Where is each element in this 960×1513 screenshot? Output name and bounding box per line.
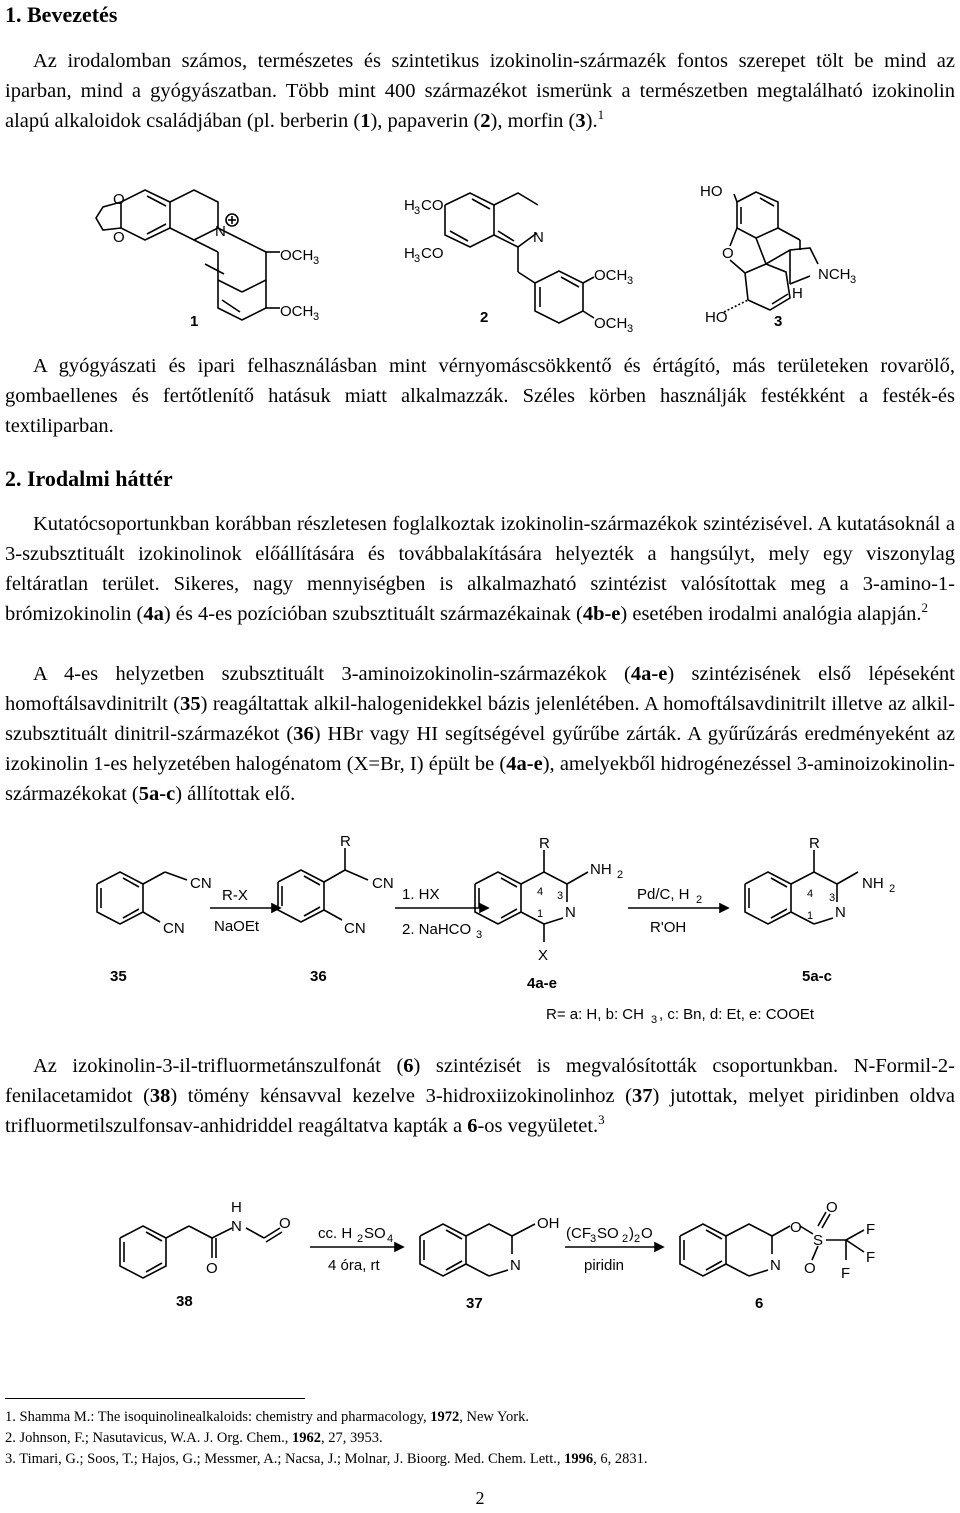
svg-text:3: 3	[414, 205, 421, 217]
svg-text:CO: CO	[421, 197, 444, 214]
compound-label-1: 1	[190, 313, 199, 330]
structure-5a-c	[745, 835, 895, 985]
compound-label-4a-e: 4a-e	[527, 975, 558, 992]
arrow-step-4	[310, 1225, 403, 1274]
svg-text:3: 3	[557, 890, 564, 902]
structure-papaverine	[404, 193, 633, 335]
svg-text:F: F	[866, 1249, 876, 1266]
svg-text:O: O	[722, 245, 734, 262]
compound-label-6: 6	[755, 1295, 764, 1312]
svg-text:N: N	[215, 223, 226, 240]
svg-text:2: 2	[696, 894, 703, 906]
svg-text:3: 3	[476, 929, 483, 941]
svg-text:NH: NH	[862, 875, 884, 892]
svg-text:N: N	[835, 904, 846, 921]
alkaloid-structures-figure	[0, 180, 960, 335]
svg-text:HO: HO	[700, 183, 723, 200]
svg-text:CN: CN	[190, 875, 212, 892]
svg-text:3: 3	[850, 274, 857, 286]
reaction-scheme-triflate	[0, 1198, 960, 1328]
svg-text:2: 2	[622, 1233, 629, 1245]
compound-label-38: 38	[176, 1293, 193, 1310]
svg-text:R: R	[809, 835, 820, 852]
svg-text:X: X	[538, 947, 549, 964]
svg-text:OCH: OCH	[280, 247, 314, 264]
footnote-2: 2. Johnson, F.; Nasutavicus, W.A. J. Org. Chem., 1962, 27, 3953.	[5, 1430, 383, 1446]
paragraph-background-2: A 4-es helyzetben szubsztituált 3-aminoizokinolin-származékok (4a-e) szintézisének első lépéseként homoftálsavdinitrilt (35) reagáltattak alkil-halogenidekkel bázis jelenlétében. A homoftálsavdinitrilt illetve az alkil-szubsztituált dinitril-származékot (36) HBr vagy HI segítségével gyűrűbe zárták. A gyűrűzárás eredményeként az izokinolin 1-es helyzetében halogénatom (X=Br, I) épült be (4a-e), amelyekből hidrogénezéssel 3-aminoizokinolin-származékokat (5a-c) állítottak elő.	[5, 663, 956, 805]
svg-text:SO: SO	[597, 1225, 619, 1242]
svg-text:OCH: OCH	[594, 315, 628, 332]
svg-text:R= a: H, b: CH: R= a: H, b: CH	[546, 1006, 644, 1023]
svg-text:H: H	[231, 1199, 242, 1216]
paragraph-applications: A gyógyászati és ipari felhasználásban mint vérnyomáscsökkentő és értágító, más területeken rovarölő, gombaellenes és fertőtlenítő hatásuk miatt alkalmazzák. Széles körben használják festékként a festék-és textiliparban.	[5, 355, 955, 437]
svg-text:Pd/C, H: Pd/C, H	[637, 886, 690, 903]
structure-35	[97, 872, 212, 985]
svg-text:R: R	[340, 833, 351, 850]
svg-text:H: H	[404, 245, 415, 262]
section-heading-2: 2. Irodalmi háttér	[5, 466, 173, 491]
svg-text:(CF: (CF	[566, 1225, 591, 1242]
svg-text:3: 3	[627, 323, 634, 335]
svg-text:4: 4	[537, 886, 544, 898]
svg-text:NH: NH	[590, 861, 612, 878]
svg-text:N: N	[231, 1218, 242, 1235]
structure-morphine	[700, 183, 856, 330]
svg-text:O: O	[826, 1199, 838, 1216]
svg-text:2: 2	[357, 1233, 364, 1245]
svg-text:SO: SO	[364, 1225, 386, 1242]
footnote-3: 3. Timari, G.; Soos, T.; Hajos, G.; Messmer, A.; Nacsa, J.; Molnar, J. Bioorg. Med. Chem. Lett., 1996, 6, 2831.	[5, 1451, 648, 1467]
svg-text:O: O	[790, 1219, 802, 1236]
paragraph-background-1: Kutatócsoportunkban korábban részletesen foglalkoztak izokinolin-származékok szintézisével. A kutatásoknál a 3-szubsztituált izokinolinok előállítására és továbbalakítására helyezték a hangsúlyt, mely egy viszonylag feltáratlan terület. Sikeres, nagy mennyiségben is alkalmazható szintézist valósítottak meg a 3-amino-1-brómizokinolin (4a) és 4-es pozícióban szubsztituált származékainak (4b-e) esetében irodalmi analógia alapján.$^2$	[5, 513, 955, 625]
svg-text:3: 3	[414, 253, 421, 265]
svg-text:4: 4	[387, 1233, 394, 1245]
svg-text:R'OH: R'OH	[650, 919, 687, 936]
compound-label-5a-c: 5a-c	[802, 968, 833, 985]
svg-text:4: 4	[807, 888, 814, 900]
svg-text:OCH: OCH	[280, 303, 314, 320]
compound-label-35: 35	[110, 968, 127, 985]
svg-text:, c: Bn, d: Et, e: COOEt: , c: Bn, d: Et, e: COOEt	[659, 1006, 815, 1023]
svg-text:CN: CN	[372, 875, 394, 892]
svg-text:3: 3	[627, 275, 634, 287]
arrow-step-5	[565, 1225, 663, 1274]
svg-text:NaOEt: NaOEt	[214, 918, 260, 935]
substituent-legend	[546, 1006, 815, 1026]
reaction-scheme-aminoisoquinoline	[0, 833, 960, 1036]
svg-text:2. NaHCO: 2. NaHCO	[402, 921, 472, 938]
svg-text:2: 2	[634, 1233, 641, 1245]
section-heading-1: 1. Bevezetés	[5, 2, 118, 27]
arrow-step-3	[628, 886, 728, 936]
svg-text:CN: CN	[163, 920, 185, 937]
arrow-step-2	[395, 886, 488, 941]
svg-text:3: 3	[829, 892, 836, 904]
svg-text:O: O	[113, 229, 125, 246]
svg-text:O: O	[641, 1225, 653, 1242]
svg-text:O: O	[113, 191, 125, 208]
compound-label-37: 37	[466, 1295, 483, 1312]
compound-label-3: 3	[774, 313, 783, 330]
svg-text:N: N	[770, 1257, 781, 1274]
svg-text:N: N	[510, 1257, 521, 1274]
svg-text:N: N	[533, 229, 544, 246]
structure-berberine	[96, 190, 319, 330]
svg-text:S: S	[813, 1232, 824, 1249]
svg-text:3: 3	[313, 255, 320, 267]
structure-36	[278, 833, 394, 985]
svg-text:F: F	[841, 1265, 851, 1282]
footnote-divider	[5, 1398, 305, 1399]
svg-text:OCH: OCH	[594, 267, 628, 284]
compound-label-2: 2	[480, 309, 489, 326]
svg-text:1: 1	[807, 910, 814, 922]
svg-text:3: 3	[313, 311, 320, 323]
svg-text:O: O	[206, 1260, 218, 1277]
svg-text:HO: HO	[705, 309, 728, 326]
svg-text:cc. H: cc. H	[318, 1225, 353, 1242]
svg-text:OH: OH	[537, 1215, 560, 1232]
compound-label-36: 36	[310, 968, 327, 985]
svg-text:N: N	[565, 904, 576, 921]
svg-text:2: 2	[617, 869, 624, 881]
svg-text:O: O	[804, 1260, 816, 1277]
svg-text:piridin: piridin	[584, 1257, 625, 1274]
structure-38	[120, 1199, 291, 1310]
structure-4a-e	[475, 835, 623, 992]
svg-text:H: H	[404, 197, 415, 214]
svg-text:): )	[629, 1225, 634, 1242]
structure-6	[680, 1199, 875, 1312]
paragraph-intro: Az irodalomban számos, természetes és szintetikus izokinolin-származék fontos szerepet tölt be mind az iparban, mind a gyógyászatban. Több mint 400 származékot ismerünk a természetben megtalálható izokinolin alapú alkaloidok családjában (pl. berberin (1), papaverin (2), morfin (3).$^1$	[5, 50, 955, 132]
svg-text:3: 3	[590, 1233, 597, 1245]
footnote-1: 1. Shamma M.: The isoquinolinealkaloids: chemistry and pharmacology, 1972, New York.	[5, 1409, 529, 1425]
svg-text:O: O	[279, 1215, 291, 1232]
svg-text:NCH: NCH	[818, 266, 851, 283]
svg-text:1: 1	[537, 908, 544, 920]
svg-text:1. HX: 1. HX	[402, 886, 440, 903]
svg-text:R: R	[539, 835, 550, 852]
svg-text:3: 3	[651, 1014, 658, 1026]
structure-37	[420, 1215, 560, 1312]
svg-text:F: F	[866, 1221, 876, 1238]
svg-text:R-X: R-X	[222, 887, 248, 904]
svg-text:CN: CN	[344, 920, 366, 937]
svg-text:CO: CO	[421, 245, 444, 262]
svg-text:4 óra, rt: 4 óra, rt	[328, 1257, 380, 1274]
paragraph-triflate: Az izokinolin-3-il-trifluormetánszulfonát (6) szintézisét is megvalósították csoportunkban. N-Formil-2-fenilacetamidot (38) tömény kénsavval kezelve 3-hidroxiizokinolinhoz (37) jutottak, melyet piridinben oldva trifluormetilszulfonsav-anhidriddel reagáltatva kapták a 6-os vegyületet.$^3$	[5, 1055, 956, 1137]
svg-text:2: 2	[889, 883, 896, 895]
page-number: 2	[475, 1488, 485, 1508]
svg-text:H: H	[792, 285, 803, 302]
arrow-step-1	[210, 887, 280, 935]
